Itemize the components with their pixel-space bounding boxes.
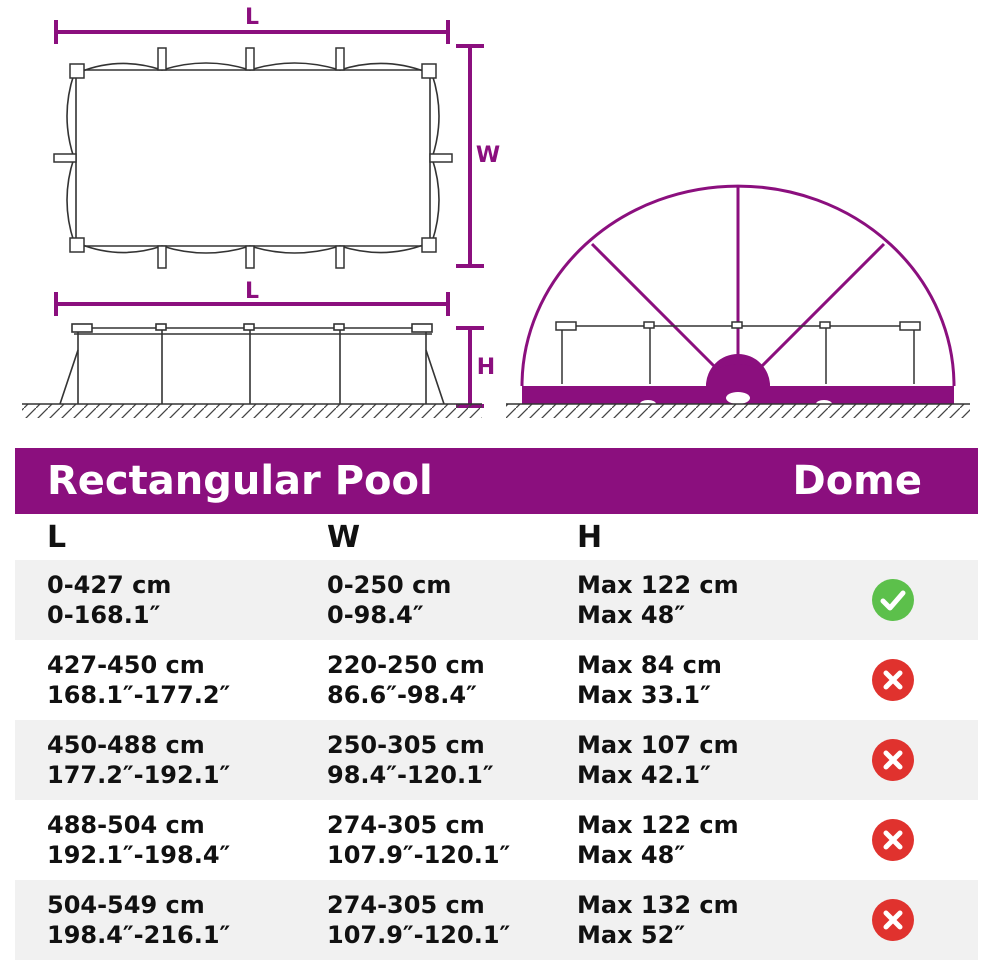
width-cell: [295, 890, 545, 950]
length-cell-line: 192.1″-198.4″: [47, 841, 231, 869]
length-cell: [15, 890, 295, 950]
length-cell-line: 504-549 cm: [47, 891, 205, 919]
cross-icon: [871, 818, 915, 862]
side-pool-frame: [60, 324, 444, 404]
pool-dimension-diagram: [0, 0, 988, 440]
side-view: [22, 279, 495, 418]
table-row: [15, 800, 978, 880]
table-title: Rectangular Pool: [47, 458, 433, 504]
table-row: [15, 720, 978, 800]
dome-view: [506, 186, 970, 418]
length-cell-line: 0-427 cm: [47, 571, 172, 599]
dome-compat-cell: [807, 578, 978, 622]
height-cell-line: Max 132 cm: [577, 891, 739, 919]
cross-icon: [871, 658, 915, 702]
side-ground: [22, 404, 482, 418]
height-cell-line: Max 122 cm: [577, 811, 739, 839]
width-cell: [295, 570, 545, 630]
table-row: [15, 880, 978, 960]
height-cell: [545, 570, 807, 630]
top-length-label: L: [244, 5, 260, 30]
top-pool-outline: [67, 63, 439, 253]
width-cell-line: 0-98.4″: [327, 601, 424, 629]
length-cell: [15, 730, 295, 790]
column-header-height: H: [577, 519, 603, 555]
length-cell-line: 427-450 cm: [47, 651, 205, 679]
column-headers: [15, 514, 978, 560]
height-cell-line: Max 122 cm: [577, 571, 739, 599]
width-cell-line: 274-305 cm: [327, 891, 485, 919]
dome-compat-cell: [807, 738, 978, 782]
length-cell-line: 177.2″-192.1″: [47, 761, 231, 789]
width-cell: [295, 650, 545, 710]
dome-column-label: Dome: [792, 458, 922, 504]
width-cell-line: 86.6″-98.4″: [327, 681, 477, 709]
height-cell-line: Max 107 cm: [577, 731, 739, 759]
width-cell: [295, 810, 545, 870]
height-cell-line: Max 48″: [577, 601, 686, 629]
dome-ribs: [592, 186, 884, 378]
length-cell-line: 198.4″-216.1″: [47, 921, 231, 949]
cross-icon: [871, 898, 915, 942]
check-icon: [871, 578, 915, 622]
side-height-label: H: [476, 355, 496, 380]
width-cell-line: 220-250 cm: [327, 651, 485, 679]
width-cell-line: 274-305 cm: [327, 811, 485, 839]
cross-icon: [871, 738, 915, 782]
top-width-label: W: [475, 143, 501, 168]
length-cell-line: 0-168.1″: [47, 601, 161, 629]
height-cell-line: Max 33.1″: [577, 681, 711, 709]
table-header-bar: [15, 448, 978, 514]
length-cell: [15, 570, 295, 630]
compatibility-table: [15, 448, 978, 960]
length-cell: [15, 650, 295, 710]
dome-compat-cell: [807, 658, 978, 702]
column-header-width: W: [327, 519, 361, 555]
height-cell: [545, 730, 807, 790]
height-cell-line: Max 52″: [577, 921, 686, 949]
length-cell-line: 168.1″-177.2″: [47, 681, 231, 709]
length-cell-line: 450-488 cm: [47, 731, 205, 759]
width-cell-line: 250-305 cm: [327, 731, 485, 759]
height-cell: [545, 810, 807, 870]
width-cell-line: 107.9″-120.1″: [327, 921, 511, 949]
height-cell-line: Max 84 cm: [577, 651, 722, 679]
width-cell: [295, 730, 545, 790]
table-row: [15, 640, 978, 720]
height-cell: [545, 890, 807, 950]
dome-compat-cell: [807, 818, 978, 862]
width-cell-line: 98.4″-120.1″: [327, 761, 494, 789]
height-cell-line: Max 48″: [577, 841, 686, 869]
column-header-length: L: [47, 519, 67, 555]
length-cell-line: 488-504 cm: [47, 811, 205, 839]
dome-ground: [506, 404, 970, 418]
width-cell-line: 0-250 cm: [327, 571, 452, 599]
length-cell: [15, 810, 295, 870]
top-view: [54, 5, 500, 268]
height-cell: [545, 650, 807, 710]
height-cell-line: Max 42.1″: [577, 761, 711, 789]
table-row: [15, 560, 978, 640]
side-length-label: L: [244, 279, 260, 304]
dome-compat-cell: [807, 898, 978, 942]
width-cell-line: 107.9″-120.1″: [327, 841, 511, 869]
